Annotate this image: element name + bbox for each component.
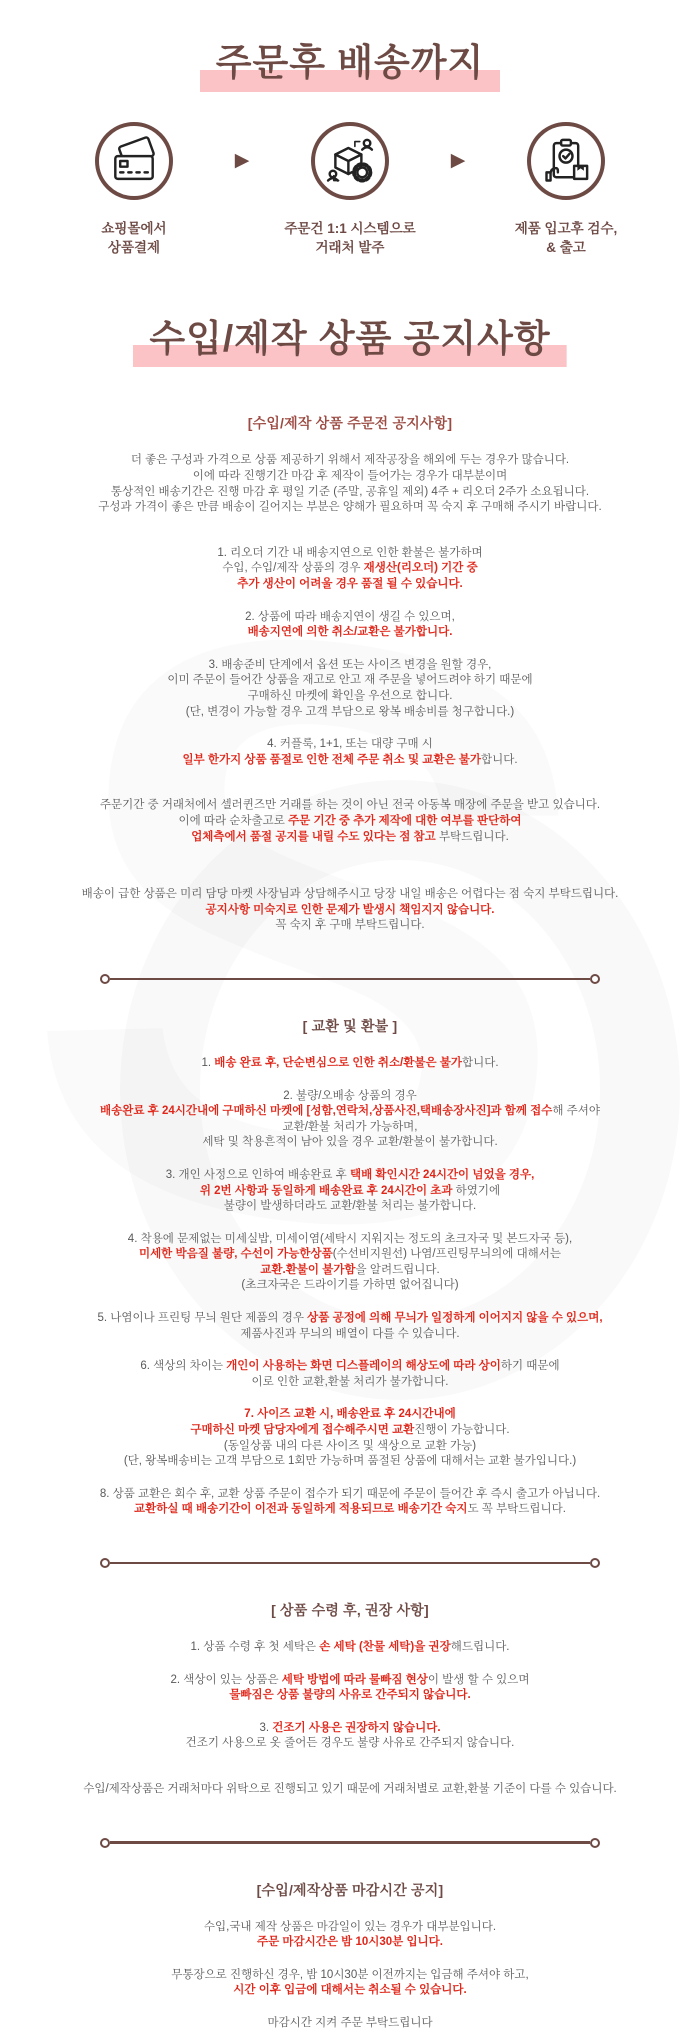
page-title (0, 44, 700, 92)
step-payment-line1: 쇼핑몰에서 (101, 220, 167, 236)
divider-line (110, 1562, 590, 1565)
divider-line (110, 978, 590, 981)
section-pre-order (0, 413, 700, 933)
paragraph: 4. 착용에 문제없는 미세실밥, 미세이염(세탁시 지워지는 정도의 초크자국 및 본드자국 등), 미세한 박음질 불량, 수선이 가능한상품(수선비지원선) 나염/프린팅무늬의에 대해서는 교환.환불이 불가함을 알려드립니다. (초크자국은 드라이기를 가하면 없어집니다) (127, 1232, 573, 1292)
paragraph: 1. 상품 수령 후 첫 세탁은 손 세탁 (찬물 세탁)을 권장해드립니다. (190, 1641, 510, 1653)
paragraph: 1. 배송 완료 후, 단순변심으로 인한 취소/환불은 불가합니다. (201, 1056, 499, 1069)
paragraph: 마감시간 지켜 주문 부탁드립니다 (267, 2016, 433, 2029)
notice-title-text: 수입/제작 상품 공지사항 (133, 320, 566, 368)
paragraph: 무통장으로 진행하신 경우, 밤 10시30분 이전까지는 입금해 주셔야 하고, 시간 이후 입금에 대해서는 취소될 수 있습니다. (171, 1968, 529, 1997)
paragraph: 3. 배송준비 단계에서 옵션 또는 사이즈 변경을 원할 경우, 이미 주문이 들어간 상품을 재고로 안고 재 주문을 넣어드려야 하기 때문에 구매하신 마켓에 확인을 우선으로 합니다. (단, 변경이 가능할 경우 고객 부담으로 왕복 배송비를 청구합니다.) (167, 658, 533, 718)
section-pre-order-heading: [수입/제작 상품 주문전 공지사항] (247, 415, 453, 432)
step-payment-line2: 상품결제 (107, 239, 161, 255)
order-process-steps (0, 122, 700, 258)
notice-title (0, 317, 700, 368)
section-exchange-refund (0, 1016, 700, 1518)
order-system-icon (311, 122, 389, 200)
step-order-system (257, 122, 443, 258)
paragraph: 2. 상품에 따라 배송지연이 생길 수 있으며, 배송지연에 의한 취소/교환은 불가합니다. (245, 610, 455, 639)
paragraph: 6. 색상의 차이는 개인이 사용하는 화면 디스플레이의 해상도에 따라 상이하기 때문에 이로 인한 교환,환불 처리가 불가합니다. (140, 1360, 560, 1388)
paragraph: 3. 건조기 사용은 권장하지 않습니다. 건조기 사용으로 옷 줄어든 경우도 불량 사유로 간주되지 않습니다. (185, 1721, 515, 1750)
divider-dot (100, 1558, 110, 1568)
arrow-right-icon: ▶ (450, 149, 466, 171)
paragraph: 2. 불량/오배송 상품의 경우 배송완료 후 24시간내에 구매하신 마켓에 [성함,연락처,상품사진,택배송장사진]과 함께 접수해 주셔야 교환/환불 처리가 가능하며, 세탁 및 착용흔적이 남아 있을 경우 교환/환불이 불가합니다. (100, 1089, 600, 1149)
section-after-receipt (0, 1600, 700, 1798)
divider-line (110, 1841, 590, 1844)
divider-dot (100, 1838, 110, 1848)
step-inspect-ship-label (515, 220, 618, 258)
paragraph: 4. 커플룩, 1+1, 또는 대량 구매 시 일부 한가지 상품 품절로 인한 전체 주문 취소 및 교환은 불가합니다. (182, 738, 518, 766)
page-title-text: 주문후 배송까지 (200, 44, 500, 92)
divider-dot (590, 1558, 600, 1568)
section-divider (100, 1838, 600, 1848)
step-order-system-line2: 거래처 발주 (315, 239, 385, 255)
step-inspect-ship (473, 122, 659, 258)
paragraph: 2. 색상이 있는 상품은 세탁 방법에 따라 물빠짐 현상이 발생 할 수 있으며 물빠짐은 상품 불량의 사유로 간주되지 않습니다. (170, 1673, 530, 1702)
divider-dot (590, 1838, 600, 1848)
paragraph: 3. 개인 사정으로 인하여 배송완료 후 택배 확인시간 24시간이 넘었을 경우, 위 2번 사항과 동일하게 배송완료 후 24시간이 초과 하였기에 불량이 발생하더라도 교환/환불 처리는 불가합니다. (165, 1168, 535, 1213)
step-order-system-line1: 주문건 1:1 시스템으로 (284, 220, 416, 236)
paragraph: 수입,국내 제작 상품은 마감일이 있는 경우가 대부분입니다. 주문 마감시간은 밤 10시30분 입니다. (203, 1920, 497, 1949)
paragraph: 수입/제작상품은 거래처마다 위탁으로 진행되고 있기 때문에 거래처별로 교환,환불 기준이 다를 수 있습니다. (83, 1782, 617, 1795)
divider-dot (590, 974, 600, 984)
paragraph: 배송이 급한 상품은 미리 담당 마켓 사장님과 상담해주시고 당장 내일 배송은 어렵다는 점 숙지 부탁드립니다. 공지사항 미숙지로 인한 문제가 발생시 책임지지 않습니다. 꼭 숙지 후 구매 부탁드립니다. (81, 888, 619, 932)
paragraph: 8. 상품 교환은 회수 후, 교환 상품 주문이 접수가 되기 때문에 주문이 들어간 후 즉시 출고가 아닙니다. 교환하실 때 배송기간이 이전과 동일하게 적용되므로 배송기간 숙지도 꼭 부탁드립니다. (99, 1487, 601, 1516)
paragraph: 7. 사이즈 교환 시, 배송완료 후 24시간내에 구매하신 마켓 담당자에게 접수해주시면 교환진행이 가능합니다. (동일상품 내의 다른 사이즈 및 색상으로 교환 가능) (단, 왕복배송비는 고객 부담으로 1회만 가능하며 품절된 상품에 대해서는 교환 불가입니다.) (123, 1408, 577, 1468)
section-divider (100, 974, 600, 984)
divider-dot (100, 974, 110, 984)
step-order-system-label (284, 220, 415, 258)
step-inspect-ship-line2: & 출고 (546, 239, 586, 255)
paragraph: 1. 리오더 기간 내 배송지연으로 인한 환불은 불가하며 수입, 수입/제작 상품의 경우 재생산(리오더) 기간 중 추가 생산이 어려울 경우 품절 될 수 있습니다. (217, 546, 483, 591)
inspect-ship-icon (527, 122, 605, 200)
paragraph: 더 좋은 구성과 가격으로 상품 제공하기 위해서 제작공장을 해외에 두는 경우가 많습니다. 이에 따라 진행기간 마감 후 제작이 들어가는 경우가 대부분이며 통상적인 배송기간은 진행 마감 후 평일 기준 (주말, 공휴일 제외) 4주 + 리오더 2주가 소요됩니다. 구성과 가격이 좋은 만큼 배송이 길어지는 부분은 양해가 필요하며 꼭 숙지 후 구매해 주시기 바랍니다. (98, 454, 602, 514)
section-exchange-refund-heading: [ 교환 및 환불 ] (302, 1017, 398, 1034)
credit-card-icon (95, 122, 173, 200)
section-deadline (0, 1880, 700, 2032)
section-after-receipt-heading: [ 상품 수령 후, 권장 사항] (271, 1602, 429, 1618)
notice-body (0, 413, 700, 2031)
step-inspect-ship-line1: 제품 입고후 검수, (514, 220, 618, 236)
paragraph: 주문기간 중 거래처에서 셀러퀸즈만 거래를 하는 것이 아닌 전국 아동복 매장에 주문을 받고 있습니다. 이에 따라 순차출고로 주문 기간 중 추가 제작에 대한 여부를 판단하여 업체측에서 품절 공지를 내릴 수도 있다는 점 참고 부탁드립니다. (99, 799, 601, 843)
section-deadline-heading: [수입/제작상품 마감시간 공지] (256, 1881, 444, 1898)
paragraph: 5. 나염이나 프린팅 무늬 원단 제품의 경우 상품 공정에 의해 무늬가 일정하게 이어지지 않을 수 있으며, 제품사진과 무늬의 배열이 다를 수 있습니다. (97, 1312, 603, 1340)
section-divider (100, 1558, 600, 1568)
step-payment (41, 122, 227, 258)
arrow-right-icon: ▶ (234, 149, 250, 171)
step-payment-label (101, 220, 166, 258)
